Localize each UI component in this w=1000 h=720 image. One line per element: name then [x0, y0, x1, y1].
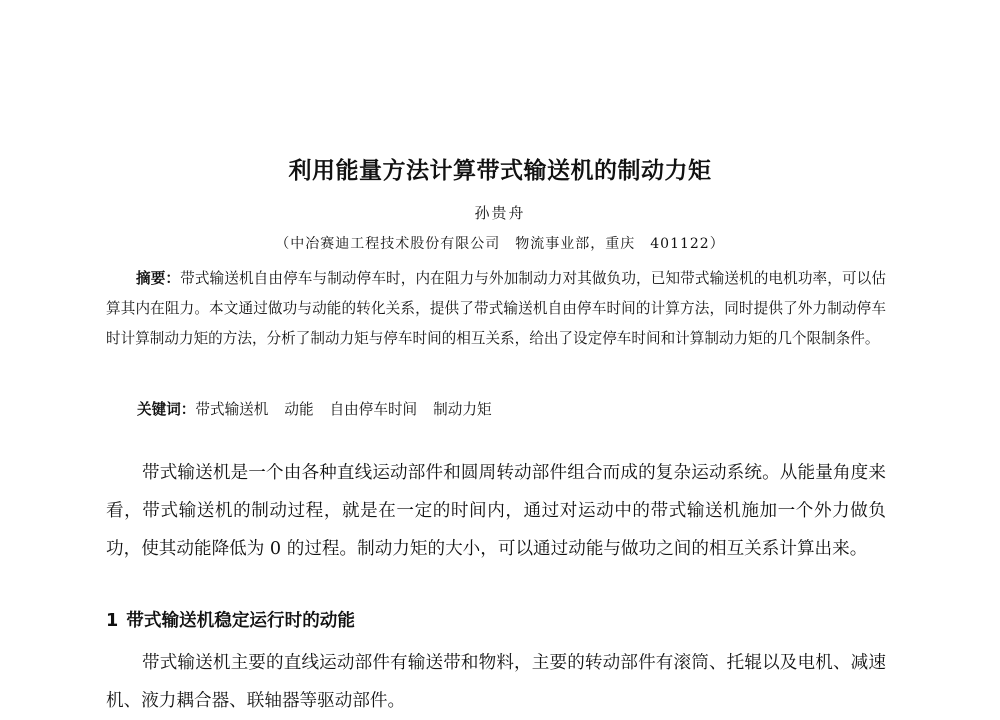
section-number: 1	[106, 611, 119, 631]
abstract	[106, 264, 886, 354]
abstract-label: 摘要：	[136, 270, 181, 287]
section-heading	[106, 607, 355, 632]
affiliation: （中冶赛迪工程技术股份有限公司 物流事业部，重庆 401122）	[275, 236, 725, 252]
keyword-item: 动能	[284, 401, 314, 418]
keyword-item: 带式输送机	[195, 401, 269, 418]
intro-paragraph: 带式输送机是一个由各种直线运动部件和圆周转动部件组合而成的复杂运动系统。从能量角度来看，带式输送机的制动过程，就是在一定的时间内，通过对运动中的带式输送机施加一个外力做负功，使其动能降低为 0 的过程。制动力矩的大小，可以通过动能与做功之间的相互关系计算出来。	[106, 463, 886, 559]
section-paragraph: 带式输送机主要的直线运动部件有输送带和物料，主要的转动部件有滚筒、托辊以及电机、减速机、液力耦合器、联轴器等驱动部件。	[106, 653, 886, 711]
paper-title: 利用能量方法计算带式输送机的制动力矩	[288, 158, 712, 184]
abstract-text: 带式输送机自由停车与制动停车时，内在阻力与外加制动力对其做负功，已知带式输送机的电机功率，可以估算其内在阻力。本文通过做功与动能的转化关系，提供了带式输送机自由停车时间的计算方法，同时提供了外力制动停车时计算制动力矩的方法，分析了制动力矩与停车时间的相互关系，给出了设定停车时间和计算制动力矩的几个限制条件。	[106, 270, 886, 347]
keywords-label: 关键词：	[137, 401, 196, 418]
section-title: 带式输送机稳定运行时的动能	[126, 611, 355, 631]
keyword-item: 制动力矩	[433, 401, 492, 418]
keywords	[137, 398, 837, 422]
author-name: 孙贵舟	[474, 204, 526, 222]
keyword-item: 自由停车时间	[329, 401, 418, 418]
